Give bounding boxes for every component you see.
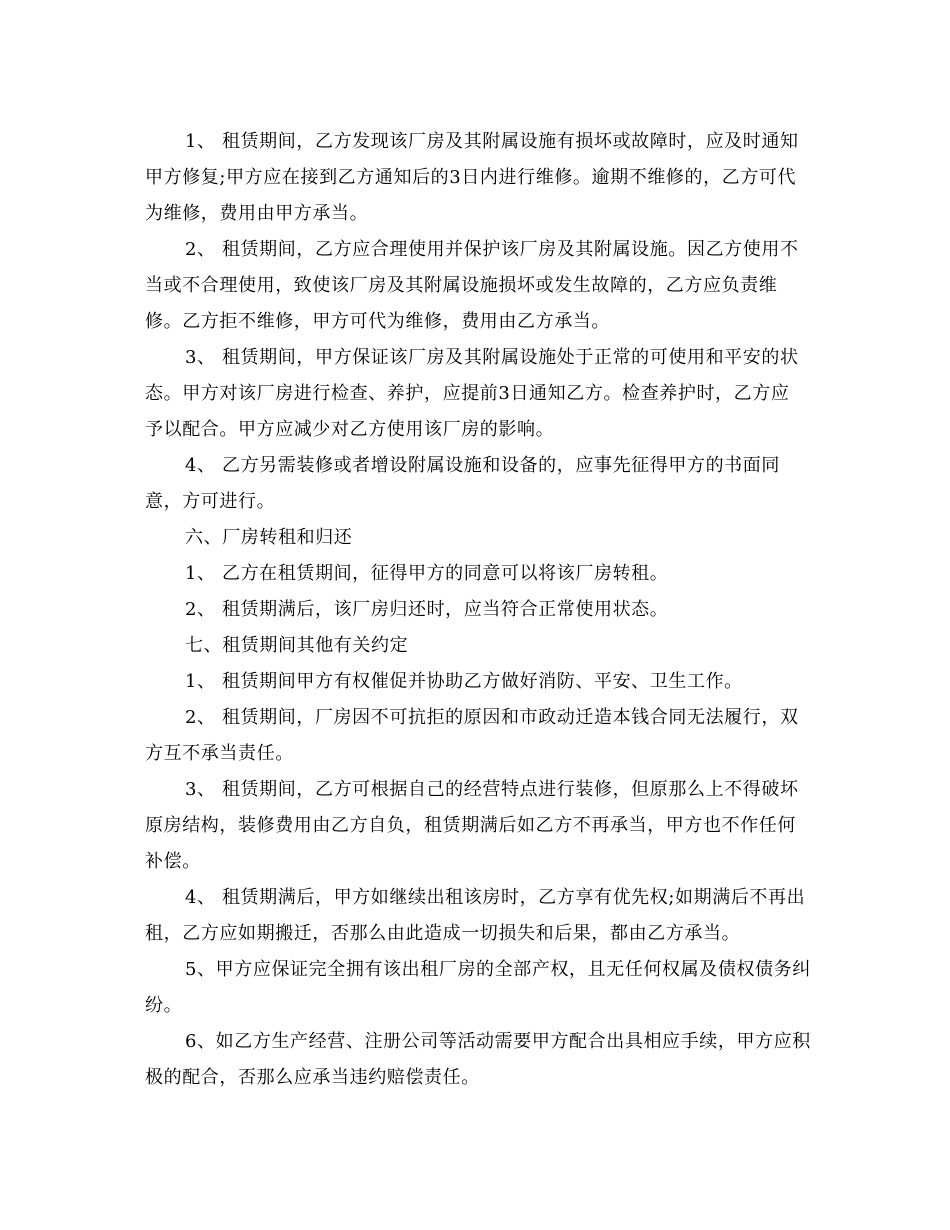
section-heading: 七、租赁期间其他有关约定 xyxy=(185,635,409,656)
text-line: 为维修，费用由甲方承当。 xyxy=(145,203,369,224)
text-line: 租，乙方应如期搬迁，否那么由此造成一切损失和后果，都由乙方承当。 xyxy=(145,923,741,944)
text-line: 补偿。 xyxy=(145,851,201,872)
text-line: 纷。 xyxy=(145,995,183,1016)
text-line: 极的配合，否那么应承当违约赔偿责任。 xyxy=(145,1067,480,1088)
text-line: 态。甲方对该厂房进行检查、养护，应提前3日通知乙方。检查养护时，乙方应 xyxy=(145,383,790,404)
text-line: 方互不承当责任。 xyxy=(145,743,294,764)
document-page xyxy=(145,124,810,1096)
text-line: 修。乙方拒不维修，甲方可代为维修，费用由乙方承当。 xyxy=(145,311,610,332)
text-line: 甲方修复;甲方应在接到乙方通知后的3日内进行维修。逾期不维修的，乙方可代 xyxy=(145,167,797,188)
text-line: 4、 乙方另需装修或者增设附属设施和设备的，应事先征得甲方的书面同 xyxy=(185,455,780,476)
text-line: 1、 租赁期间，乙方发现该厂房及其附属设施有损坏或故障时，应及时通知 xyxy=(185,131,799,152)
text-line: 5、甲方应保证完全拥有该出租厂房的全部产权，且无任何权属及债权债务纠 xyxy=(185,959,811,980)
text-line: 2、 租赁期间，厂房因不可抗拒的原因和市政动迁造本钱合同无法履行，双 xyxy=(185,707,799,728)
text-line: 2、 租赁期间，乙方应合理使用并保护该厂房及其附属设施。因乙方使用不 xyxy=(185,239,799,260)
text-line: 1、 租赁期间甲方有权催促并协助乙方做好消防、平安、卫生工作。 xyxy=(185,671,743,692)
text-line: 1、 乙方在租赁期间，征得甲方的同意可以将该厂房转租。 xyxy=(185,563,669,584)
text-line: 2、 租赁期满后，该厂房归还时，应当符合正常使用状态。 xyxy=(185,599,669,620)
text-line: 3、 租赁期间，甲方保证该厂房及其附属设施处于正常的可使用和平安的状 xyxy=(185,347,799,368)
text-line: 原房结构，装修费用由乙方自负，租赁期满后如乙方不再承当，甲方也不作任何 xyxy=(145,815,796,836)
text-line: 3、 租赁期间，乙方可根据自己的经营特点进行装修，但原那么上不得破坏 xyxy=(185,779,799,800)
section-heading: 六、厂房转租和归还 xyxy=(185,527,353,548)
text-line: 予以配合。甲方应减少对乙方使用该厂房的影响。 xyxy=(145,419,555,440)
text-line: 6、如乙方生产经营、注册公司等活动需要甲方配合出具相应手续，甲方应积 xyxy=(185,1031,811,1052)
text-line: 意，方可进行。 xyxy=(145,491,276,512)
text-line: 4、 租赁期满后，甲方如继续出租该房时，乙方享有优先权;如期满后不再出 xyxy=(185,887,806,908)
text-line: 当或不合理使用，致使该厂房及其附属设施损坏或发生故障的，乙方应负责维 xyxy=(145,275,778,296)
